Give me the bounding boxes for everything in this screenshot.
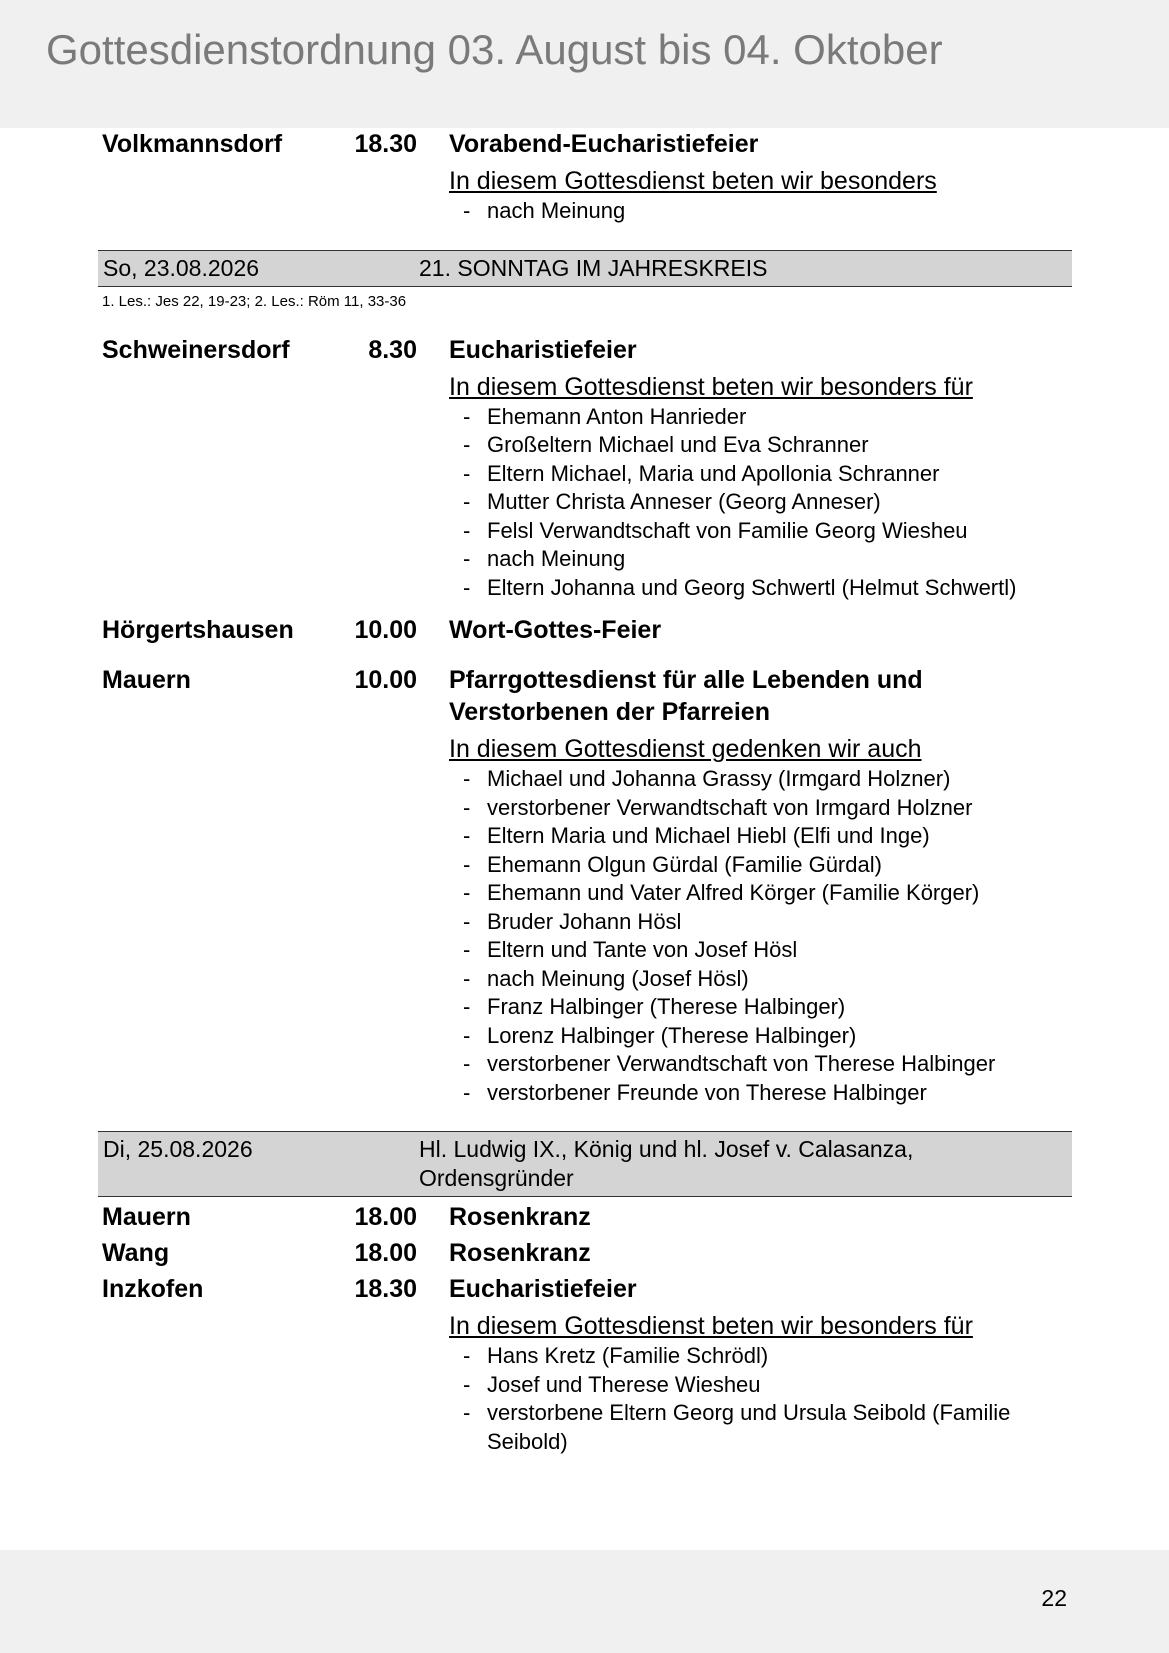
- header-band: [0, 0, 1169, 128]
- service-row: [102, 1273, 1072, 1456]
- service-place: Wang: [102, 1239, 170, 1267]
- service-entry: [102, 664, 1072, 1107]
- intention-item: [463, 993, 1069, 1022]
- service-row: [102, 614, 1072, 646]
- day-date: Di, 25.08.2026: [103, 1136, 253, 1162]
- readings-line: 1. Les.: Jes 22, 19-23; 2. Les.: Röm 11, 33-36: [102, 292, 407, 310]
- intention-heading: In diesem Gottesdienst beten wir besonders für: [449, 1312, 973, 1340]
- intention-text: Ehemann Olgun Gürdal (Familie Gürdal): [487, 851, 882, 877]
- intention-item: [463, 1371, 1069, 1400]
- service-entry: [102, 334, 1072, 603]
- service-details: [449, 664, 1069, 1107]
- intention-heading: In diesem Gottesdienst beten wir besonders für: [449, 372, 973, 401]
- intention-item: [463, 488, 1069, 517]
- service-place: Hörgertshausen: [102, 616, 294, 644]
- dash-bullet-icon: -: [463, 880, 471, 905]
- day-header-sunday: [98, 250, 1072, 287]
- service-place: Volkmannsdorf: [102, 130, 283, 158]
- intention-text: Lorenz Halbinger (Therese Halbinger): [487, 1022, 857, 1048]
- service-details: [449, 334, 1069, 603]
- intention-item: [463, 822, 1069, 851]
- intention-text: Hans Kretz (Familie Schrödl): [487, 1343, 769, 1368]
- dash-bullet-icon: -: [463, 432, 471, 457]
- dash-bullet-icon: -: [463, 908, 471, 934]
- dash-bullet-icon: -: [463, 823, 471, 848]
- dash-bullet-icon: -: [463, 766, 471, 791]
- dash-bullet-icon: -: [463, 1371, 471, 1397]
- intention-text: nach Meinung: [487, 198, 626, 223]
- service-details: [449, 1273, 1069, 1456]
- service-place: Schweinersdorf: [102, 335, 290, 364]
- service-title: Wort-Gottes-Feier: [449, 616, 662, 644]
- service-place: Mauern: [102, 1203, 191, 1231]
- dash-bullet-icon: -: [463, 937, 471, 962]
- intention-item: [463, 879, 1069, 908]
- day-liturgical-name: 21. SONNTAG IM JAHRESKREIS: [419, 254, 768, 281]
- dash-bullet-icon: -: [463, 1079, 471, 1105]
- service-row: [102, 334, 1072, 603]
- intention-item: [463, 197, 1069, 226]
- intention-heading: In diesem Gottesdienst beten wir besonders: [449, 167, 937, 195]
- dash-bullet-icon: -: [463, 546, 471, 571]
- intention-text: Eltern und Tante von Josef Hösl: [487, 937, 798, 962]
- intention-text: Ehemann und Vater Alfred Körger (Familie Körger): [487, 880, 980, 905]
- intention-text: verstorbener Verwandtschaft von Irmgard Holzner: [487, 794, 973, 820]
- intention-text: Franz Halbinger (Therese Halbinger): [487, 994, 846, 1019]
- intention-text: verstorbener Freunde von Therese Halbinger: [487, 1079, 927, 1105]
- service-details: [449, 1237, 1069, 1269]
- intention-text: nach Meinung: [487, 546, 626, 571]
- dash-bullet-icon: -: [463, 1400, 471, 1425]
- intention-heading: In diesem Gottesdienst gedenken wir auch: [449, 735, 922, 763]
- dash-bullet-icon: -: [463, 517, 471, 543]
- service-time: 18.30: [354, 1275, 417, 1303]
- service-row: [102, 664, 1072, 1107]
- intention-item: [463, 965, 1069, 994]
- intention-item: [463, 460, 1069, 489]
- service-row: [102, 1201, 1072, 1233]
- intention-item: [463, 545, 1069, 574]
- service-entry: [102, 614, 1072, 646]
- service-title: Vorabend-Eucharistiefeier: [449, 130, 759, 158]
- service-entry: [102, 1237, 1072, 1269]
- dash-bullet-icon: -: [463, 994, 471, 1019]
- dash-bullet-icon: -: [463, 1343, 471, 1368]
- dash-bullet-icon: -: [463, 403, 471, 429]
- intention-item: [463, 908, 1069, 937]
- service-details: [449, 128, 1069, 226]
- intention-item: [463, 1079, 1069, 1108]
- service-details: [449, 1201, 1069, 1233]
- intention-text: Eltern Johanna und Georg Schwertl (Helmut Schwertl): [487, 574, 1017, 600]
- service-title: Rosenkranz: [449, 1239, 591, 1267]
- page-title: Gottesdienstordnung 03. August bis 04. Oktober: [46, 26, 943, 73]
- intention-item: [463, 1399, 1069, 1456]
- intention-text: verstorbener Verwandtschaft von Therese Halbinger: [487, 1051, 996, 1076]
- page-number: 22: [1041, 1585, 1067, 1611]
- dash-bullet-icon: -: [463, 574, 471, 600]
- intention-text: Ehemann Anton Hanrieder: [487, 403, 747, 429]
- intention-item: [463, 574, 1069, 603]
- service-place: Inzkofen: [102, 1275, 204, 1303]
- intention-text: Felsl Verwandtschaft von Familie Georg Wiesheu: [487, 517, 968, 543]
- intention-list: [449, 197, 1069, 226]
- intention-text: Josef und Therese Wiesheu: [487, 1371, 761, 1397]
- dash-bullet-icon: -: [463, 794, 471, 820]
- intention-item: [463, 1342, 1069, 1371]
- intention-item: [463, 1022, 1069, 1051]
- service-time: 8.30: [368, 335, 417, 364]
- service-time: 18.00: [354, 1239, 417, 1267]
- intention-item: [463, 1050, 1069, 1079]
- service-time: 10.00: [354, 666, 417, 694]
- intention-text: Michael und Johanna Grassy (Irmgard Holzner): [487, 766, 951, 791]
- service-title: Eucharistiefeier: [449, 335, 637, 364]
- dash-bullet-icon: -: [463, 1051, 471, 1076]
- intention-text: nach Meinung (Josef Hösl): [487, 965, 749, 991]
- services-tuesday: [0, 1201, 1169, 1456]
- dash-bullet-icon: -: [463, 489, 471, 514]
- services-before-sunday: [0, 128, 1169, 226]
- intention-text: verstorbene Eltern Georg und Ursula Seibold (Familie Seibold): [487, 1400, 1011, 1454]
- intention-item: [463, 936, 1069, 965]
- services-sunday: [0, 334, 1169, 1108]
- service-row: [102, 1237, 1072, 1269]
- intention-text: Bruder Johann Hösl: [487, 908, 682, 934]
- intention-text: Mutter Christa Anneser (Georg Anneser): [487, 489, 881, 514]
- service-entry: [102, 1273, 1072, 1456]
- day-header-tuesday: [98, 1131, 1072, 1197]
- intention-item: [463, 794, 1069, 823]
- schedule-content: [0, 128, 1169, 1456]
- intention-text: Großeltern Michael und Eva Schranner: [487, 432, 869, 457]
- dash-bullet-icon: -: [463, 198, 471, 223]
- service-place: Mauern: [102, 666, 191, 694]
- day-date: So, 23.08.2026: [103, 254, 260, 281]
- service-time: 10.00: [354, 616, 417, 644]
- dash-bullet-icon: -: [463, 851, 471, 877]
- intention-item: [463, 431, 1069, 460]
- intention-text: Eltern Maria und Michael Hiebl (Elfi und Inge): [487, 823, 930, 848]
- intention-item: [463, 517, 1069, 546]
- day-liturgical-name: Hl. Ludwig IX., König und hl. Josef v. Calasanza, Ordensgründer: [419, 1136, 914, 1191]
- footer-band: [0, 1550, 1169, 1653]
- service-details: [449, 614, 1069, 646]
- dash-bullet-icon: -: [463, 965, 471, 991]
- intention-item: [463, 851, 1069, 880]
- service-title: Pfarrgottesdienst für alle Lebenden und Verstorbenen der Pfarreien: [449, 666, 923, 726]
- service-entry: [102, 1201, 1072, 1233]
- service-row: [102, 128, 1072, 226]
- intention-item: [463, 765, 1069, 794]
- service-time: 18.00: [354, 1203, 417, 1231]
- intention-text: Eltern Michael, Maria und Apollonia Schranner: [487, 460, 940, 486]
- dash-bullet-icon: -: [463, 1022, 471, 1048]
- intention-list: [449, 403, 1069, 603]
- intention-item: [463, 403, 1069, 432]
- intention-list: [449, 765, 1069, 1107]
- service-title: Eucharistiefeier: [449, 1275, 637, 1303]
- service-title: Rosenkranz: [449, 1203, 591, 1231]
- service-entry: [102, 128, 1072, 226]
- service-time: 18.30: [354, 130, 417, 158]
- intention-list: [449, 1342, 1069, 1456]
- dash-bullet-icon: -: [463, 460, 471, 486]
